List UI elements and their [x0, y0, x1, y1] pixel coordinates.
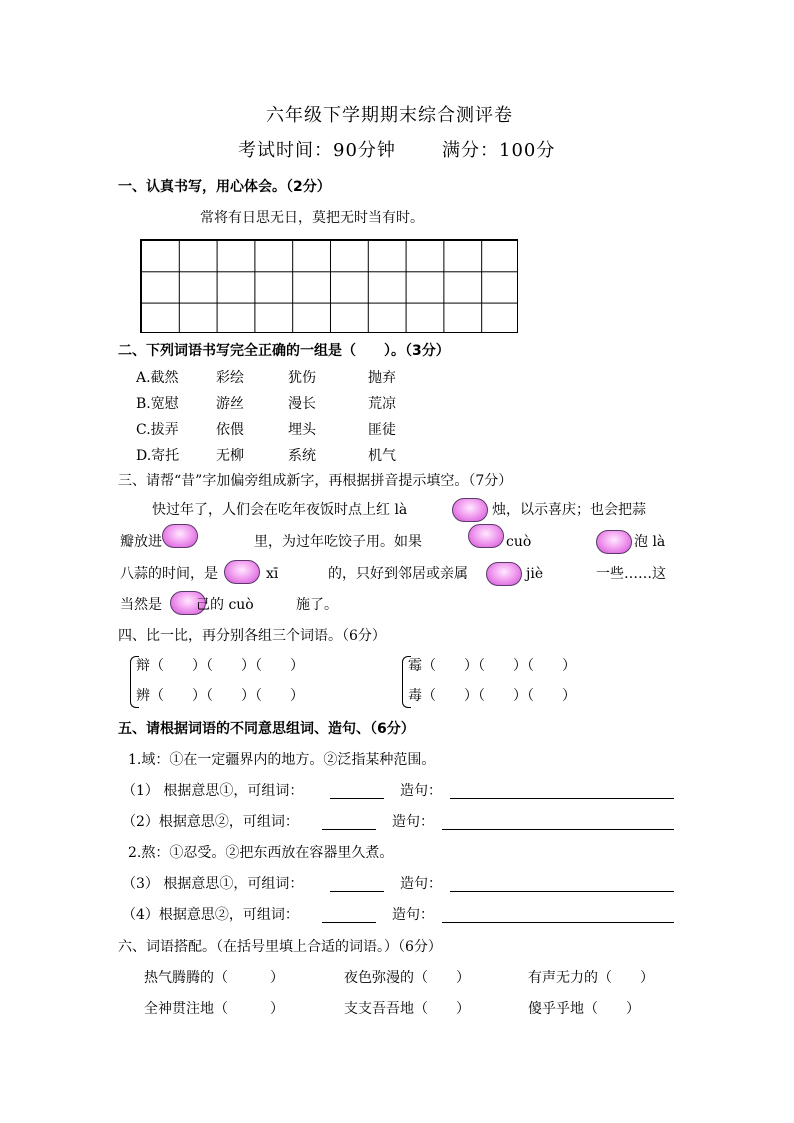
- s3-line3-c: 的，只好到邻居或亲属: [328, 566, 468, 582]
- q4-label: （4）根据意思②，可组词：: [122, 907, 299, 923]
- compare-right-1[interactable]: 霉（ ）（ ）（ ）: [408, 658, 576, 674]
- s3-line2-b: 里，为过年吃饺子用。如果: [254, 534, 422, 550]
- s3-line3-a: 八蒜的时间，是: [120, 566, 218, 582]
- q3-make-label: 造句：: [400, 876, 442, 892]
- answer-bubble-2[interactable]: [162, 524, 198, 548]
- q4-sentence-blank[interactable]: [442, 908, 674, 923]
- section-2-heading: 二、下列词语书写完全正确的一组是（ ）。（3分）: [118, 343, 450, 359]
- q2-sentence-blank[interactable]: [442, 815, 674, 830]
- q1-make-label: 造句：: [400, 783, 442, 799]
- page-title: 六年级下学期期末综合测评卷: [266, 105, 513, 126]
- s3-line2-c: cuò: [506, 534, 532, 550]
- s3-line2-a: 瓣放进: [120, 534, 162, 550]
- q4-word-blank[interactable]: [322, 908, 376, 923]
- answer-bubble-1[interactable]: [452, 498, 488, 522]
- q2-make-label: 造句：: [392, 814, 434, 830]
- answer-bubble-3[interactable]: [468, 524, 504, 548]
- q2-label: （2）根据意思②，可组词：: [122, 814, 299, 830]
- match-1-1[interactable]: 热气腾腾的（ ）: [144, 970, 284, 986]
- writing-grid[interactable]: [140, 239, 518, 333]
- exam-time: 考试时间：90分钟: [238, 140, 396, 161]
- s3-line3-e: 一些……这: [596, 566, 666, 582]
- s3-line1-b: 烛，以示喜庆；也会把蒜: [492, 502, 646, 518]
- match-2-1[interactable]: 全神贯注地（ ）: [144, 1001, 284, 1017]
- section-3-heading: 三、请帮“昔”字加偏旁组成新字，再根据拼音提示填空。（7分）: [118, 473, 513, 489]
- match-1-2[interactable]: 夜色弥漫的（ ）: [344, 970, 470, 986]
- section-6-heading: 六、词语搭配。（在括号里填上合适的词语。）（6分）: [118, 939, 442, 955]
- answer-bubble-4[interactable]: [596, 530, 632, 554]
- definition-1: 1.域：①在一定疆界内的地方。②泛指某种范围。: [128, 752, 436, 768]
- match-1-3[interactable]: 有声无力的（ ）: [528, 970, 654, 986]
- q1-sentence-blank[interactable]: [450, 784, 674, 799]
- s3-line3-d: jiè: [526, 566, 544, 582]
- compare-left-2[interactable]: 辨（ ）（ ）（ ）: [136, 688, 304, 704]
- q2-word-blank[interactable]: [322, 815, 376, 830]
- answer-bubble-5[interactable]: [224, 560, 260, 584]
- compare-left-1[interactable]: 辩（ ）（ ）（ ）: [136, 658, 304, 674]
- q4-make-label: 造句：: [392, 907, 434, 923]
- s3-line3-b: xī: [266, 566, 279, 582]
- proverb-text: 常将有日思无日，莫把无时当有时。: [200, 210, 424, 226]
- answer-bubble-6[interactable]: [486, 562, 522, 586]
- definition-2: 2.熬：①忍受。②把东西放在容器里久煮。: [128, 845, 394, 861]
- q1-word-blank[interactable]: [330, 784, 384, 799]
- match-2-3[interactable]: 傻乎乎地（ ）: [528, 1001, 640, 1017]
- s3-line4-b: 己的 cuò: [196, 597, 254, 613]
- section-5-heading: 五、请根据词语的不同意思组词、造句、（6分）: [118, 721, 415, 737]
- q1-label: （1） 根据意思①，可组词：: [122, 783, 304, 799]
- section-4-heading: 四、比一比，再分别各组三个词语。（6分）: [118, 628, 386, 644]
- s3-line1-a: 快过年了，人们会在吃年夜饭时点上红 là: [152, 502, 408, 518]
- q3-label: （3） 根据意思①，可组词：: [122, 876, 304, 892]
- section-1-heading: 一、认真书写，用心体会。（2分）: [118, 179, 331, 195]
- match-2-2[interactable]: 支支吾吾地（ ）: [344, 1001, 470, 1017]
- full-score: 满分：100分: [442, 140, 556, 161]
- s3-line2-d: 泡 là: [634, 534, 666, 550]
- q3-word-blank[interactable]: [330, 877, 384, 892]
- s3-line4-a: 当然是: [120, 597, 162, 613]
- s3-line4-c: 施了。: [296, 597, 338, 613]
- q3-sentence-blank[interactable]: [450, 877, 674, 892]
- compare-right-2[interactable]: 毒（ ）（ ）（ ）: [408, 688, 576, 704]
